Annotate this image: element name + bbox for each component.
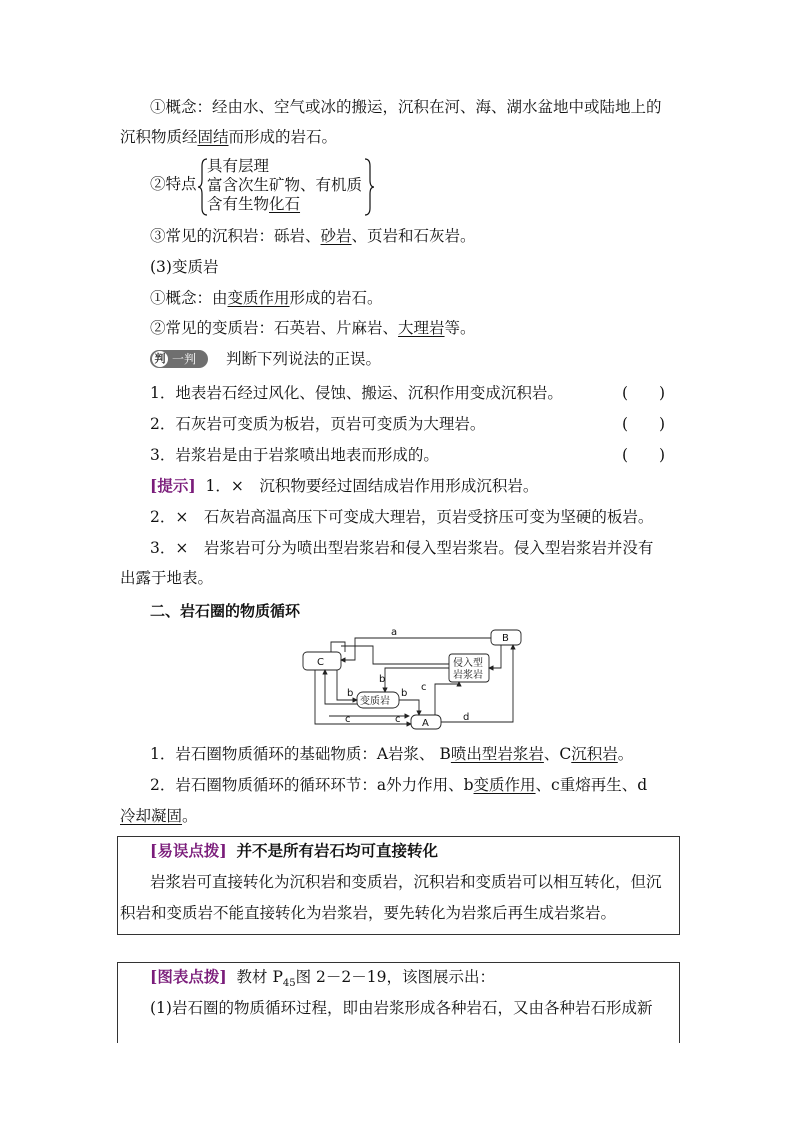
text: 含有生物	[207, 195, 270, 213]
underlined-term: 固结	[197, 128, 229, 146]
judge-tag	[150, 350, 208, 368]
node-b-label: B	[502, 633, 509, 644]
edge-b: b	[401, 688, 408, 699]
judge-prompt: 判断下列说法的正误。	[226, 350, 382, 368]
edge-b: b	[347, 688, 354, 699]
edge-c: c	[421, 682, 427, 693]
hint-tag: [提示]	[150, 476, 196, 495]
text: 等。	[444, 319, 476, 337]
edge-b: b	[379, 674, 386, 685]
feature-item	[207, 195, 300, 213]
error-tip-line1: 岩浆岩可直接转化为沉积岩和变质岩，沉积岩和变质岩可以相互转化，但沉	[150, 873, 662, 891]
figure-tip-tag: [图表点拨]	[150, 967, 227, 986]
sediment-common	[150, 226, 476, 246]
error-tip-title	[150, 841, 438, 861]
text: ①概念：由	[150, 289, 228, 307]
text: 、C	[543, 745, 572, 763]
node-c-label: C	[317, 657, 324, 668]
text: ③常见的沉积岩：砾岩、	[150, 227, 321, 245]
edge-c: c	[345, 714, 351, 725]
metamorphic-common	[150, 318, 476, 338]
text: 。	[182, 807, 198, 825]
metamorphic-concept	[150, 288, 383, 308]
judge-item-3: 3．岩浆岩是由于岩浆喷出地表而形成的。	[150, 446, 439, 464]
text: 1．× 沉积物要经过固结成岩作用形成沉积岩。	[205, 477, 539, 495]
underlined-term: 大理岩	[398, 319, 445, 337]
underlined-term: 冷却凝固	[120, 807, 183, 825]
underlined-term: 化石	[269, 195, 301, 213]
sediment-concept-line1: ①概念：经由水、空气或冰的搬运，沉积在河、海、湖水盆地中或陆地上的	[150, 98, 662, 116]
node-meta-label: 变质岩	[360, 696, 390, 707]
text: 而形成的岩石。	[228, 128, 338, 146]
page-subscript: 45	[282, 978, 296, 990]
underlined-term: 砂岩	[320, 227, 352, 245]
text: 图 2－2－19，该图展示出：	[295, 968, 495, 986]
hint-line4: 出露于地表。	[120, 569, 214, 587]
error-tip-heading: 并不是所有岩石均可直接转化	[236, 841, 439, 860]
rock-cycle-diagram	[295, 624, 535, 734]
node-intrusive-label1: 侵入型	[453, 658, 483, 669]
cycle-statement-2-cont	[120, 806, 198, 826]
text: 、c重熔再生、d	[535, 776, 648, 794]
edge-a: a	[391, 627, 398, 638]
answer-paren[interactable]: ( )	[622, 415, 666, 433]
underlined-term: 变质作用	[473, 776, 536, 794]
cycle-statement-1	[150, 744, 633, 764]
underlined-term: 喷出型岩浆岩	[450, 745, 544, 763]
text: 教材 P	[236, 968, 283, 986]
feature-item: 富含次生矿物、有机质	[207, 176, 363, 194]
judge-item-2: 2．石灰岩可变质为板岩，页岩可变质为大理岩。	[150, 415, 486, 433]
text: 1．岩石圈物质循环的基础物质：A岩浆、 B	[150, 745, 451, 763]
node-a-label: A	[422, 718, 429, 729]
edge-d: d	[463, 712, 470, 723]
feature-item: 具有层理	[207, 157, 270, 175]
judge-tag-text: 一判	[172, 352, 197, 366]
error-tip-line2: 积岩和变质岩不能直接转化为岩浆岩，要先转化为岩浆后再生成岩浆岩。	[120, 904, 617, 922]
hint-line3: 3．× 岩浆岩可分为喷出型岩浆岩和侵入型岩浆岩。侵入型岩浆岩并没有	[150, 539, 654, 557]
right-brace	[364, 158, 374, 216]
node-intrusive-label2: 岩浆岩	[453, 670, 483, 681]
text: 、页岩和石灰岩。	[351, 227, 476, 245]
cycle-heading: 二、岩石圈的物质循环	[150, 602, 301, 620]
text: ②常见的变质岩：石英岩、片麻岩、	[150, 319, 399, 337]
edge-c: c	[395, 714, 401, 725]
underlined-term: 变质作用	[227, 289, 290, 307]
answer-paren[interactable]: ( )	[622, 384, 666, 402]
text: 形成的岩石。	[289, 289, 383, 307]
hint-line1	[150, 476, 538, 496]
sediment-concept-line2	[120, 127, 337, 147]
error-tip-tag: [易误点拨]	[150, 841, 227, 860]
underlined-term: 沉积岩	[571, 745, 618, 763]
metamorphic-heading: (3)变质岩	[150, 258, 219, 276]
answer-paren[interactable]: ( )	[622, 446, 666, 464]
judge-tag-char: 判	[152, 351, 168, 367]
hint-line2: 2．× 石灰岩高温高压下可变成大理岩，页岩受挤压可变为坚硬的板岩。	[150, 508, 654, 526]
text: 。	[617, 745, 634, 763]
text: 2．岩石圈物质循环的循环环节：a外力作用、b	[150, 776, 474, 794]
sediment-features-label: ②特点	[150, 175, 197, 193]
judge-item-1: 1．地表岩石经过风化、侵蚀、搬运、沉积作用变成沉积岩。	[150, 384, 563, 402]
cycle-statement-2	[150, 775, 647, 795]
figure-tip-title	[150, 967, 495, 994]
figure-tip-line1: (1)岩石圈的物质循环过程，即由岩浆形成各种岩石，又由各种岩石形成新	[150, 999, 653, 1017]
text: 沉积物质经	[120, 128, 198, 146]
